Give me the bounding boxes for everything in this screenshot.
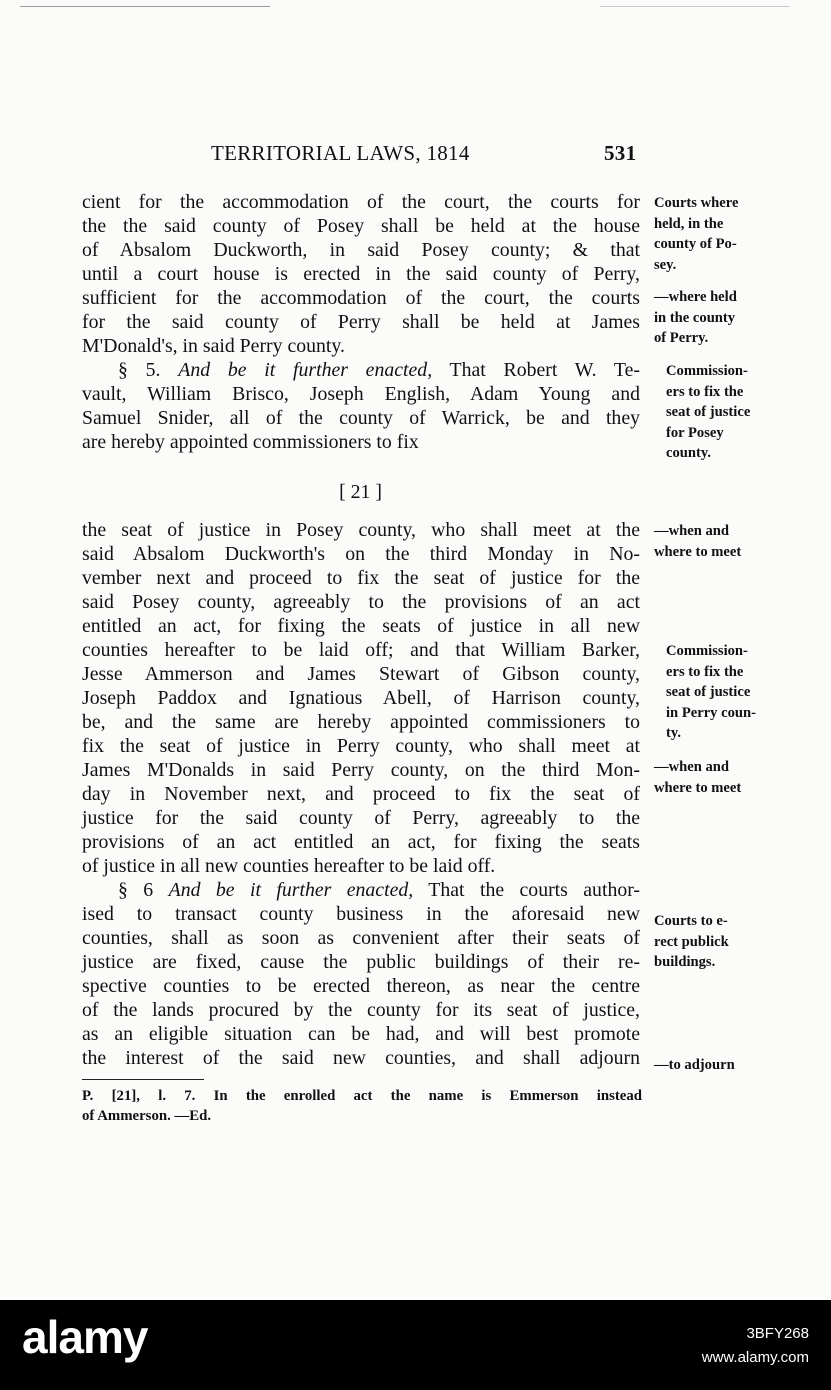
body-line: Jesse Ammerson and James Stewart of Gibson county, [82,663,640,685]
enacting-clause: And be it further enacted, [168,879,414,901]
page-marker: [ 21 ] [339,481,382,503]
body-line: said Posey county, agreeably to the provisions of an act [82,591,640,613]
margin-note: Commission- ers to fix the seat of justice in Perry coun- ty. [666,643,756,741]
body-line: for the said county of Perry shall be held at James [82,311,640,333]
margin-note: —to adjourn [654,1057,735,1073]
watermark-image-id: 3BFY268 [746,1325,809,1342]
body-text: That the courts author- [428,879,641,901]
page-number: 531 [604,141,637,165]
margin-note: —when and where to meet [654,523,742,560]
body-line: of Absalom Duckworth, in said Posey county; & that [82,239,640,261]
section-5-opening [118,358,640,382]
body-line: be, and the same are hereby appointed commissioners to [82,711,640,733]
body-line: M'Donald's, in said Perry county. [82,335,345,357]
body-line: vault, William Brisco, Joseph English, Adam Young and [82,383,640,405]
scan-artifact-line [20,6,270,7]
body-line: the seat of justice in Posey county, who shall meet at the [82,519,640,541]
body-line: said Absalom Duckworth's on the third Monday in No- [82,543,640,565]
section-6-opening [118,878,640,902]
body-line: cient for the accommodation of the court, the courts for [82,191,640,213]
watermark-logo: alamy [22,1311,148,1363]
body-line: counties hereafter to be laid off; and that William Barker, [82,639,640,661]
body-line: of justice in all new counties hereafter to be laid off. [82,855,496,877]
scan-artifact-line [600,6,790,7]
body-line: until a court house is erected in the said county of Perry, [82,263,640,285]
running-title: TERRITORIAL LAWS, 1814 [211,141,470,165]
body-line: as an eligible situation can be had, and will best promote [82,1023,640,1045]
body-line: sufficient for the accommodation of the court, the courts [82,287,640,309]
body-line: vember next and proceed to fix the seat of justice for the [82,567,640,589]
watermark-url: www.alamy.com [701,1349,809,1366]
footnote-line: P. [21], l. 7. In the enrolled act the name is Emmerson instead [82,1088,642,1104]
body-line: justice for the said county of Perry, agreeably to the [82,807,640,829]
body-line: spective counties to be erected thereon, as near the centre [82,975,640,997]
body-line: day in November next, and proceed to fix the seat of [82,783,640,805]
margin-note: Courts to e- rect publick buildings. [654,913,729,970]
body-line: provisions of an act entitled an act, for fixing the seats [82,831,640,853]
section-mark: § 5. [118,359,161,381]
footnote-line: of Ammerson. —Ed. [82,1108,212,1124]
margin-note: Commission- ers to fix the seat of justice for Posey county. [666,363,751,461]
margin-note: —where held in the county of Perry. [654,289,737,346]
body-line: of the lands procured by the county for its seat of justice, [82,999,640,1021]
body-line: the interest of the said new counties, and shall adjourn [82,1047,640,1069]
body-line: are hereby appointed commissioners to fix [82,431,419,453]
body-line: James M'Donalds in said Perry county, on the third Mon- [82,759,640,781]
section-mark: § 6 [118,879,154,901]
footnote-rule [82,1079,204,1080]
body-line: ised to transact county business in the aforesaid new [82,903,640,925]
body-line: fix the seat of justice in Perry county, who shall meet at [82,735,640,757]
body-line: Joseph Paddox and Ignatious Abell, of Harrison county, [82,687,640,709]
body-line: justice are fixed, cause the public buildings of their re- [82,951,640,973]
body-line: entitled an act, for fixing the seats of justice in all new [82,615,640,637]
body-line: the the said county of Posey shall be held at the house [82,215,640,237]
enacting-clause: And be it further enacted, [178,359,433,381]
body-line: counties, shall as soon as convenient after their seats of [82,927,640,949]
margin-note: Courts where held, in the county of Po- sey. [654,195,739,273]
body-text: That Robert W. Te- [449,359,641,381]
body-line: Samuel Snider, all of the county of Warrick, be and they [82,407,640,429]
margin-note: —when and where to meet [654,759,742,796]
